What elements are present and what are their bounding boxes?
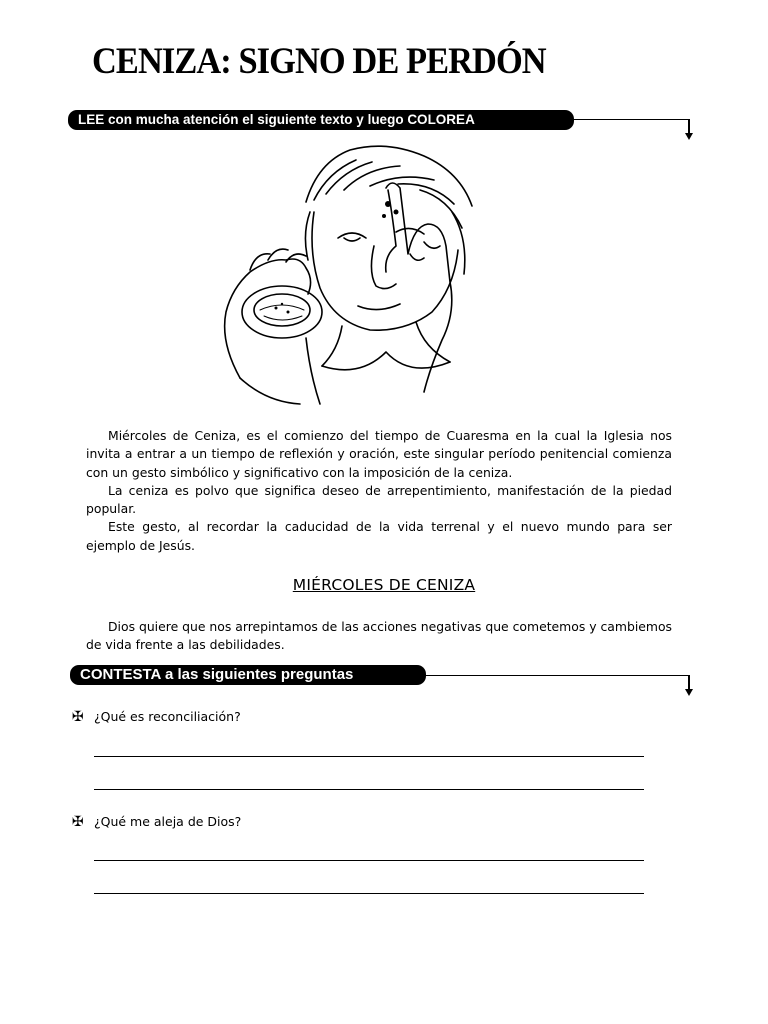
cross-bullet-icon: ✠ bbox=[72, 709, 84, 725]
paragraph-4: Dios quiere que nos arrepintamos de las acciones negativas que cometemos y cambiemos de vida frente a las debilidades. bbox=[86, 619, 673, 653]
banner-connector-drop bbox=[688, 675, 690, 690]
banner-connector-line bbox=[574, 119, 689, 120]
question-2 bbox=[72, 814, 241, 830]
section-subtitle: MIÉRCOLES DE CENIZA bbox=[292, 576, 476, 594]
question-text: ¿Qué es reconciliación? bbox=[93, 709, 241, 724]
illustration-face-hands-ashes-icon bbox=[210, 142, 510, 412]
instruction-banner-answer: CONTESTA a las siguientes preguntas bbox=[70, 665, 426, 685]
paragraph-3: Este gesto, al recordar la caducidad de la vida terrenal y el nuevo mundo para ser ejemplo de Jesús. bbox=[86, 519, 672, 553]
answer-line[interactable] bbox=[94, 860, 644, 861]
banner-connector-drop bbox=[688, 119, 690, 134]
instruction-banner-read: LEE con mucha atención el siguiente texto y luego COLOREA bbox=[68, 110, 574, 130]
paragraph-1: Miércoles de Ceniza, es el comienzo del tiempo de Cuaresma en la cual la Iglesia nos invita a entrar a un tiempo de reflexión y oración, este singular período penitencial comienza con un gesto simbólico y significativo con la imposición de la ceniza. bbox=[86, 428, 672, 480]
answer-line[interactable] bbox=[94, 756, 644, 757]
answer-line[interactable] bbox=[94, 789, 644, 790]
question-1 bbox=[72, 709, 241, 725]
answer-line[interactable] bbox=[94, 893, 644, 894]
subtitle-text bbox=[86, 618, 672, 655]
banner-connector-line bbox=[426, 675, 689, 676]
question-text: ¿Qué me aleja de Dios? bbox=[93, 814, 242, 829]
arrow-down-icon bbox=[685, 689, 693, 696]
paragraph-2: La ceniza es polvo que significa deseo de arrepentimiento, manifestación de la piedad popular. bbox=[86, 482, 672, 517]
arrow-down-icon bbox=[685, 133, 693, 140]
cross-bullet-icon: ✠ bbox=[72, 814, 84, 830]
intro-text bbox=[86, 427, 672, 555]
page-title: CENIZA: SIGNO DE PERDÓN bbox=[92, 41, 546, 82]
